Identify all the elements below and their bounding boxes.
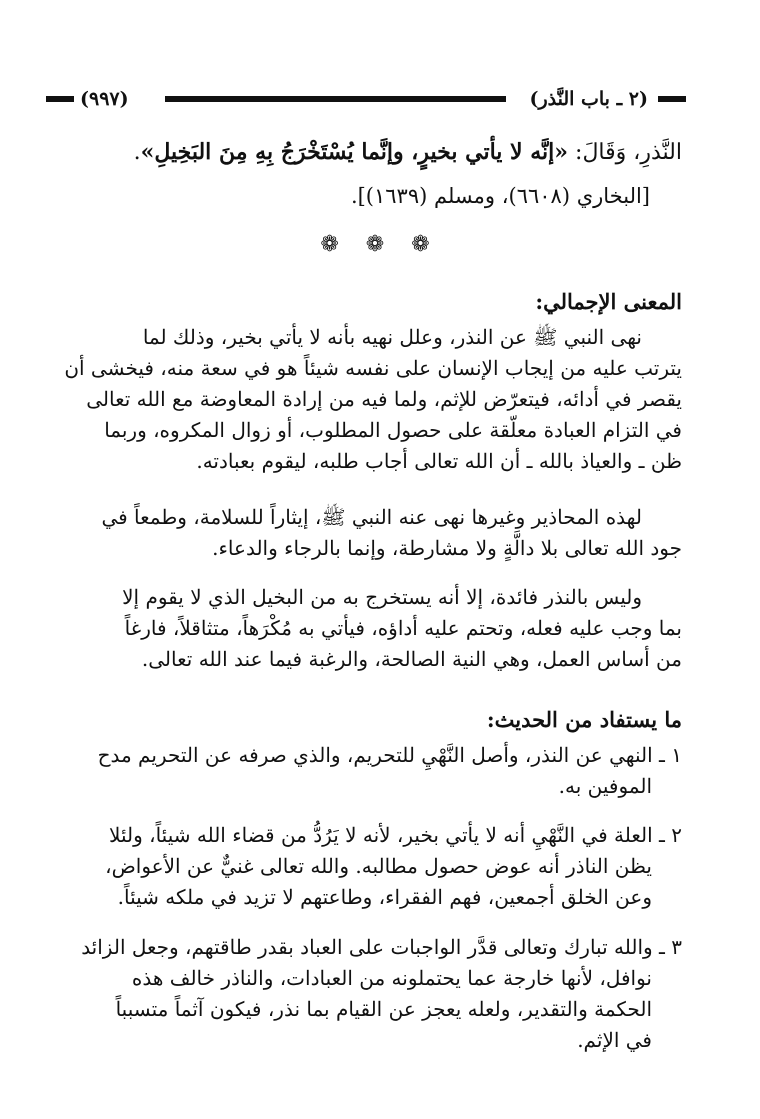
list-line: ١ ـ النهي عن النذر، وأصل النَّهْيِ للتحريم، والذي صرفه عن التحريم مدح [97,743,682,767]
paragraph-line: من أساس العمل، وهي النية الصالحة، والرغبة فيما عند الله تعالى. [141,647,682,671]
paragraph-line: نهى النبي ﷺ عن النذر، وعلل نهيه بأنه لا يأتي بخير، وذلك لما [142,325,642,349]
list-line: وعن الخلق أجمعين، فهم الفقراء، وطاعتهم لا تزيد في ملكه شيئاً. [117,885,652,909]
benefit-item-2 [72,820,682,913]
paragraph-line: لهذه المحاذير وغيرها نهى عنه النبي ﷺ، إيثاراً للسلامة، وطمعاً في [101,505,642,529]
benefits-heading: ما يستفاد من الحديث: [486,707,682,732]
benefit-item-3 [72,932,682,1056]
paragraph-line: جود الله تعالى بلا دالَّةٍ ولا مشارطة، وإنما بالرجاء والدعاء. [212,536,682,560]
benefit-item-1 [72,740,682,802]
paragraph-line: يقصر في أدائه، فيتعرّض للإثم، ولما فيه من إرادة المعاوضة مع الله تعالى [86,387,682,411]
paragraph-line: ظن ـ والعياذ بالله ـ أن الله تعالى أجاب طلبه، ليقوم بعبادته. [196,449,682,473]
list-line: في الإثم. [577,1028,652,1052]
list-line: يظن الناذر أنه عوض حصول مطالبه. والله تعالى غنيٌّ عن الأعواض، [105,854,652,878]
header-rule-right [658,96,686,102]
list-line: الحكمة والتقدير، ولعله يعجز عن القيام بما نذر، فيكون آثماً متسبباً [115,997,652,1021]
header-rule-center [165,96,506,102]
paragraph-line: بما وجب عليه فعله، وتحتم عليه أداؤه، فيأتي به مُكْرَهاً، متثاقلاً، فارغاً [124,616,682,640]
hadith-quote: «إنَّه لا يأتي بخيرٍ، وإنَّما يُسْتَخْرَجُ بِهِ مِنَ البَخِيلِ» [140,139,569,165]
running-header [60,84,686,114]
list-line: ٣ ـ والله تبارك وتعالى قدَّر الواجبات على العباد بقدر طاقتهم، وجعل الزائد [81,935,682,959]
general-meaning-paragraph [32,322,682,477]
paragraph-line: يترتب عليه من إيجاب الإنسان على نفسه شيئاً هو في سعة منه، فيخشى أن [64,356,682,380]
hadith-prefix: النَّذرِ، وَقَالَ: [568,140,682,165]
list-line: ٢ ـ العلة في النَّهْيِ أنه لا يأتي بخير، لأنه لا يَرُدُّ من قضاء الله شيئاً، ولئلا [109,823,682,847]
paragraph-line: وليس بالنذر فائدة، إلا أنه يستخرج به من البخيل الذي لا يقوم إلا [122,585,642,609]
page-number: (٩٩٧) [80,88,129,110]
hadith-suffix: . [133,140,141,165]
section-separator: ❁ ❁ ❁ [320,232,440,257]
header-rule-left [46,96,74,102]
list-line: الموفين به. [558,774,652,798]
general-meaning-paragraph [32,502,682,564]
general-meaning-heading: المعنى الإجمالي: [535,289,682,314]
paragraph-line: في التزام العبادة معلّقة على حصول المطلوب، أو زوال المكروه، وربما [104,418,682,442]
hadith-text [72,134,682,171]
hadith-source: [البخاري (٦٦٠٨)، ومسلم (١٦٣٩)]. [350,184,650,208]
list-line: نوافل، لأنها خارجة عما يحتملونه من العبادات، والناذر خالف هذه [131,966,652,990]
chapter-title: (٢ ـ باب النَّذر) [529,88,648,110]
general-meaning-paragraph [32,582,682,675]
